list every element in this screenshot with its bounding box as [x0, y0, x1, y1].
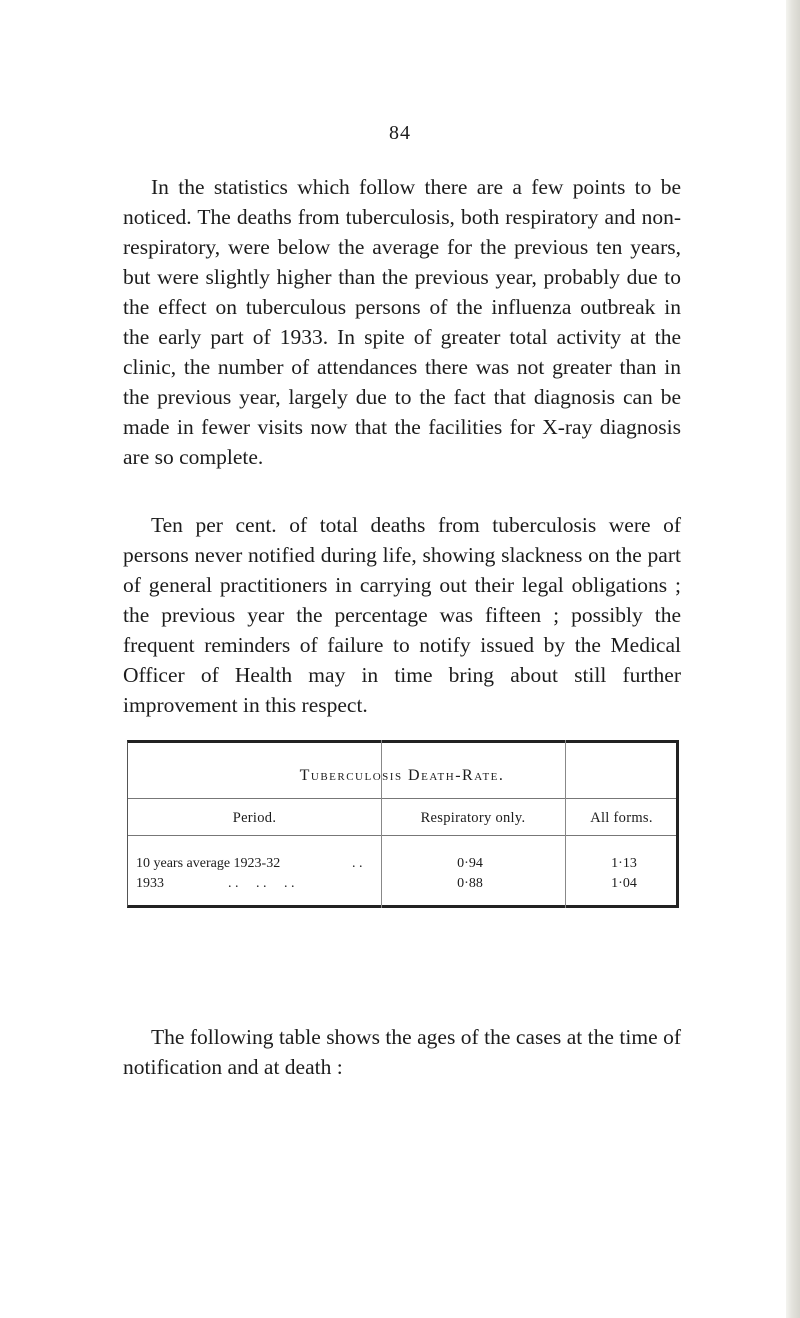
row-leader-dots: . . . . . .: [228, 876, 295, 891]
paragraph-unnotified-deaths: Ten per cent. of total deaths from tuberculosis were of persons never notified during life, showing slackness on the part of general practitioners in carrying out their legal obligations ; the previous year the percentage was fifteen ; possibly the frequent reminders of failure to notify issued by the Medical Officer of Health may in time bring about still further improvement in this respect.: [123, 513, 681, 717]
page-edge-shadow: [786, 0, 800, 1318]
table-header-rule: [128, 798, 676, 799]
page-number: 84: [389, 122, 411, 144]
table-body-rule: [128, 835, 676, 836]
row-all-forms: 1·13: [611, 856, 637, 871]
table-title: Tuberculosis Death-Rate.: [299, 767, 505, 784]
row-period: 1933: [136, 876, 164, 891]
paragraph-statistics-intro: In the statistics which follow there are a few points to be noticed. The deaths from tuberculosis, both respiratory and non-respiratory, were below the average for the previous ten years, but were slightly higher than the previous year, probably due to the effect on tuberculous persons of the influenza outbreak in the early part of 1933. In spite of greater total activity at the clinic, the number of attendances there was not greater than in the previous year, largely due to the fact that diagnosis can be made in fewer visits now that the facilities for X-ray diagnosis are so complete.: [123, 175, 681, 469]
header-period: Period.: [232, 810, 277, 826]
row-respiratory: 0·88: [457, 876, 483, 891]
paragraph-following-table: The following table shows the ages of the cases at the time of notification and at death :: [123, 1025, 681, 1079]
row-leader-dots: . .: [352, 856, 363, 871]
death-rate-table: [127, 740, 679, 908]
header-respiratory: Respiratory only.: [420, 810, 526, 826]
row-period: 10 years average 1923-32: [136, 856, 281, 871]
row-all-forms: 1·04: [611, 876, 637, 891]
header-all-forms: All forms.: [590, 810, 653, 826]
row-respiratory: 0·94: [457, 856, 483, 871]
